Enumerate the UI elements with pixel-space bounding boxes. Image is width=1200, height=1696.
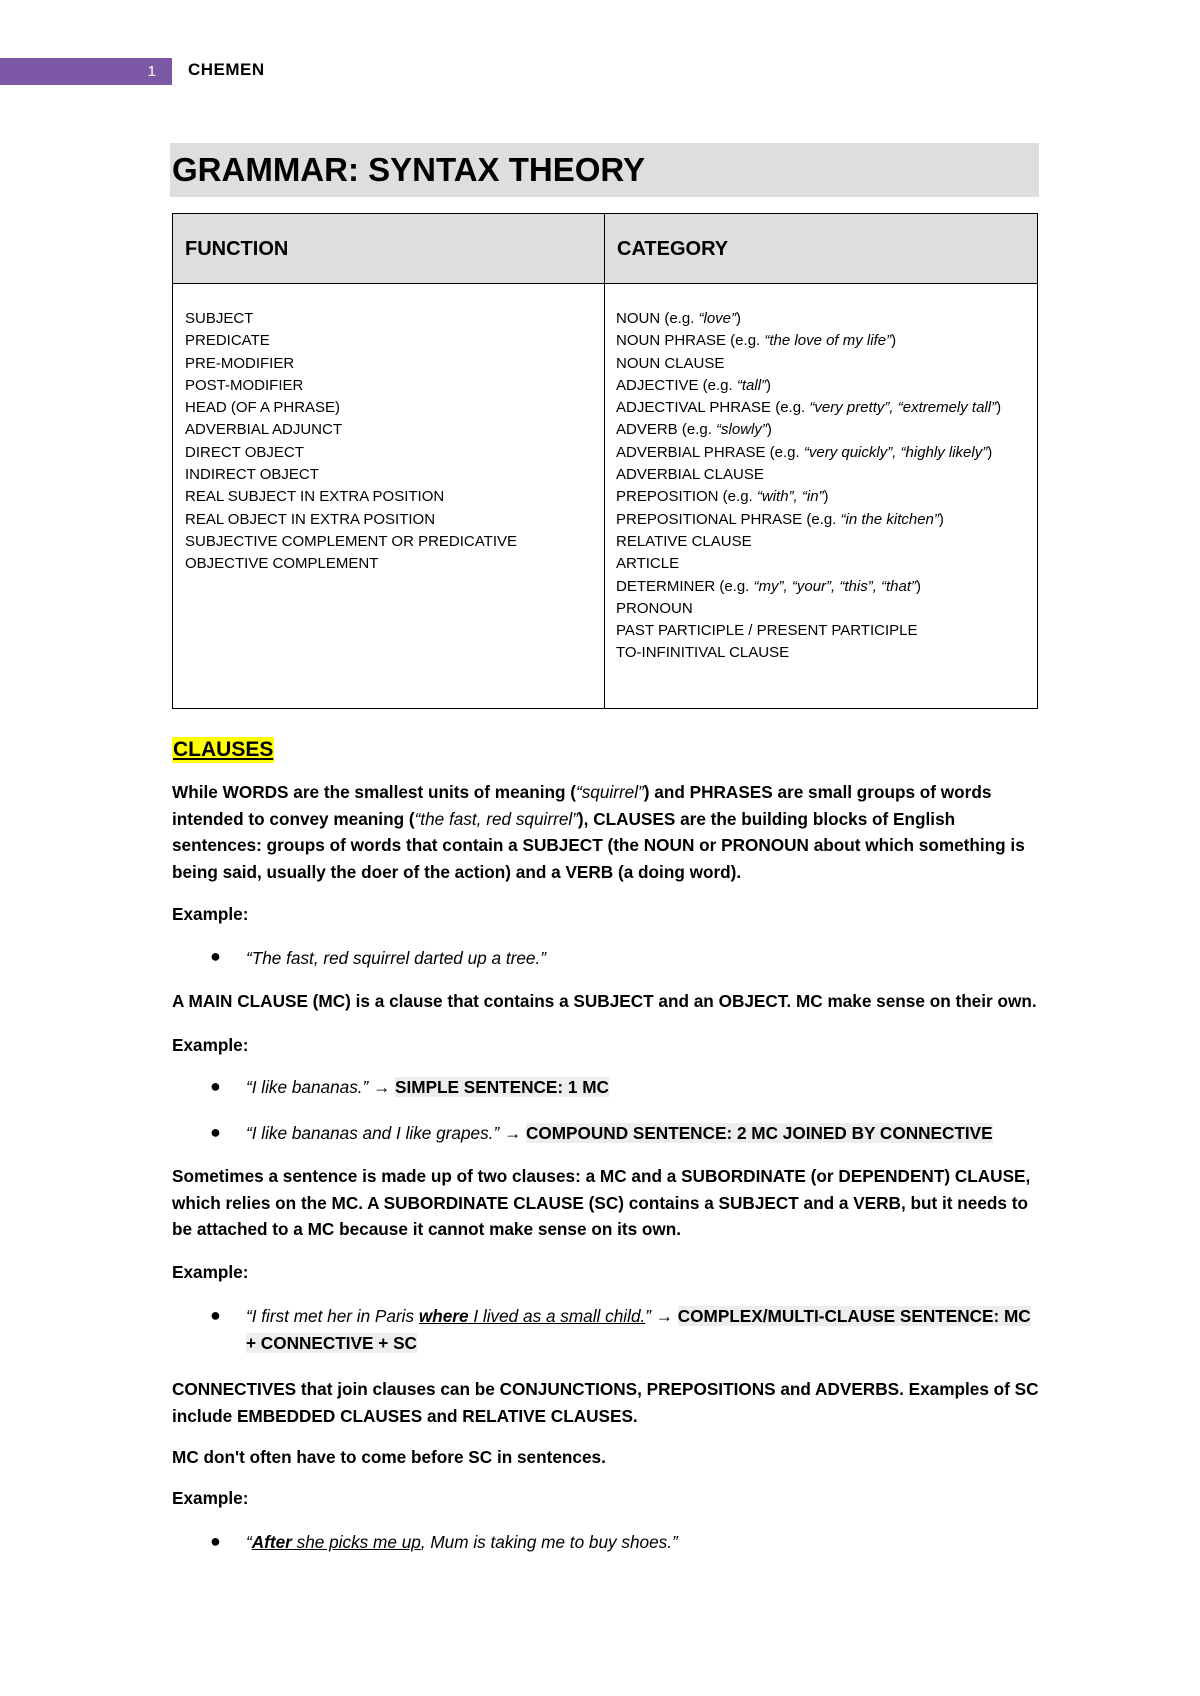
main-clause-paragraph: A MAIN CLAUSE (MC) is a clause that contains a SUBJECT and an OBJECT. MC make sense on their own.: [172, 991, 1037, 1011]
function-item: INDIRECT OBJECT: [185, 466, 319, 484]
function-item: SUBJECT: [185, 310, 254, 327]
example-sentence: “The fast, red squirrel darted up a tree.”: [246, 948, 546, 968]
subordinate-clause-paragraph: Sometimes a sentence is made up of two clauses: a MC and a SUBORDINATE (or DEPENDENT) CLAUSE, which relies on the MC. A SUBORDINATE CLAUSE (SC) contains a SUBJECT and a VERB, but it needs to be attached to a MC because it cannot make sense on its own.: [172, 1166, 1031, 1239]
clauses-intro-paragraph: While WORDS are the smallest units of meaning (“squirrel”) and PHRASES are small groups of words intended to convey meaning (“the fast, red squirrel”), CLAUSES are the building blocks of English sentences: groups of words that contain a SUBJECT (the NOUN or PRONOUN about which something is being said, usually the doer of the action) and a VERB (a doing word).: [172, 782, 1025, 882]
category-item: TO-INFINITIVAL CLAUSE: [616, 644, 790, 662]
bullet-icon: ●: [210, 1122, 221, 1142]
function-header: FUNCTION: [173, 214, 605, 284]
category-list: [616, 308, 1026, 665]
category-header: CATEGORY: [605, 214, 1037, 284]
category-item: ARTICLE: [616, 555, 680, 573]
category-item: PREPOSITION (e.g. “with”, “in”): [616, 488, 829, 506]
category-item: PREPOSITIONAL PHRASE (e.g. “in the kitchen”): [616, 510, 944, 528]
function-item: PRE-MODIFIER: [185, 354, 295, 372]
function-item: ADVERBIAL ADJUNCT: [185, 421, 342, 439]
example-label: Example:: [172, 1262, 249, 1282]
function-item: REAL OBJECT IN EXTRA POSITION: [185, 510, 436, 528]
function-item: HEAD (OF A PHRASE): [185, 399, 341, 417]
page-title: GRAMMAR: SYNTAX THEORY: [172, 151, 645, 188]
category-item: ADVERBIAL PHRASE (e.g. “very quickly”, “highly likely”): [616, 443, 993, 461]
category-item: PAST PARTICIPLE / PRESENT PARTICIPLE: [616, 622, 918, 640]
header-author: CHEMEN: [188, 60, 265, 79]
bullet-icon: ●: [210, 1076, 221, 1096]
bullet-icon: ●: [210, 946, 221, 966]
example-label: Example:: [172, 1488, 249, 1508]
page-number: 1: [147, 63, 156, 80]
example-complex-sentence: “I first met her in Paris where I lived as a small child.” → COMPLEX/MULTI-CLAUSE SENTENCE: MC + CONNECTIVE + SC: [246, 1306, 1031, 1353]
category-item: NOUN (e.g. “love”): [616, 310, 742, 327]
category-item: NOUN CLAUSE: [616, 354, 725, 372]
page-header: [0, 0, 1200, 100]
category-item: DETERMINER (e.g. “my”, “your”, “this”, “that”): [616, 577, 922, 595]
example-label: Example:: [172, 904, 249, 924]
example-simple-sentence: “I like bananas.” → SIMPLE SENTENCE: 1 MC: [246, 1077, 609, 1097]
category-item: NOUN PHRASE (e.g. “the love of my life”): [616, 332, 897, 350]
category-item: ADJECTIVAL PHRASE (e.g. “very pretty”, “extremely tall”): [616, 399, 1002, 417]
bullet-icon: ●: [210, 1305, 221, 1325]
category-item: ADVERBIAL CLAUSE: [616, 466, 764, 484]
function-item: SUBJECTIVE COMPLEMENT OR PREDICATIVE: [185, 532, 517, 550]
function-list: [185, 308, 595, 576]
category-item: RELATIVE CLAUSE: [616, 532, 752, 550]
category-item: ADVERB (e.g. “slowly”): [616, 421, 772, 439]
clause-order-paragraph: MC don't often have to come before SC in sentences.: [172, 1447, 606, 1467]
example-compound-sentence: “I like bananas and I like grapes.” → COMPOUND SENTENCE: 2 MC JOINED BY CONNECTIVE: [246, 1123, 993, 1143]
function-item: REAL SUBJECT IN EXTRA POSITION: [185, 488, 445, 506]
category-item: PRONOUN: [616, 599, 693, 617]
bullet-icon: ●: [210, 1531, 221, 1551]
column-divider: [604, 284, 605, 708]
example-label: Example:: [172, 1035, 249, 1055]
example-fronted-clause: “After she picks me up, Mum is taking me to buy shoes.”: [246, 1532, 678, 1552]
function-category-table: [172, 213, 1038, 709]
category-item: ADJECTIVE (e.g. “tall”): [616, 376, 772, 394]
function-item: DIRECT OBJECT: [185, 443, 304, 461]
connectives-paragraph: CONNECTIVES that join clauses can be CONJUNCTIONS, PREPOSITIONS and ADVERBS. Examples of SC include EMBEDDED CLAUSES and RELATIVE CLAUSES.: [172, 1379, 1039, 1426]
clauses-heading: CLAUSES: [173, 738, 274, 761]
function-item: OBJECTIVE COMPLEMENT: [185, 555, 379, 573]
function-item: POST-MODIFIER: [185, 376, 304, 394]
title-box: [170, 143, 1039, 197]
function-item: PREDICATE: [185, 332, 270, 350]
